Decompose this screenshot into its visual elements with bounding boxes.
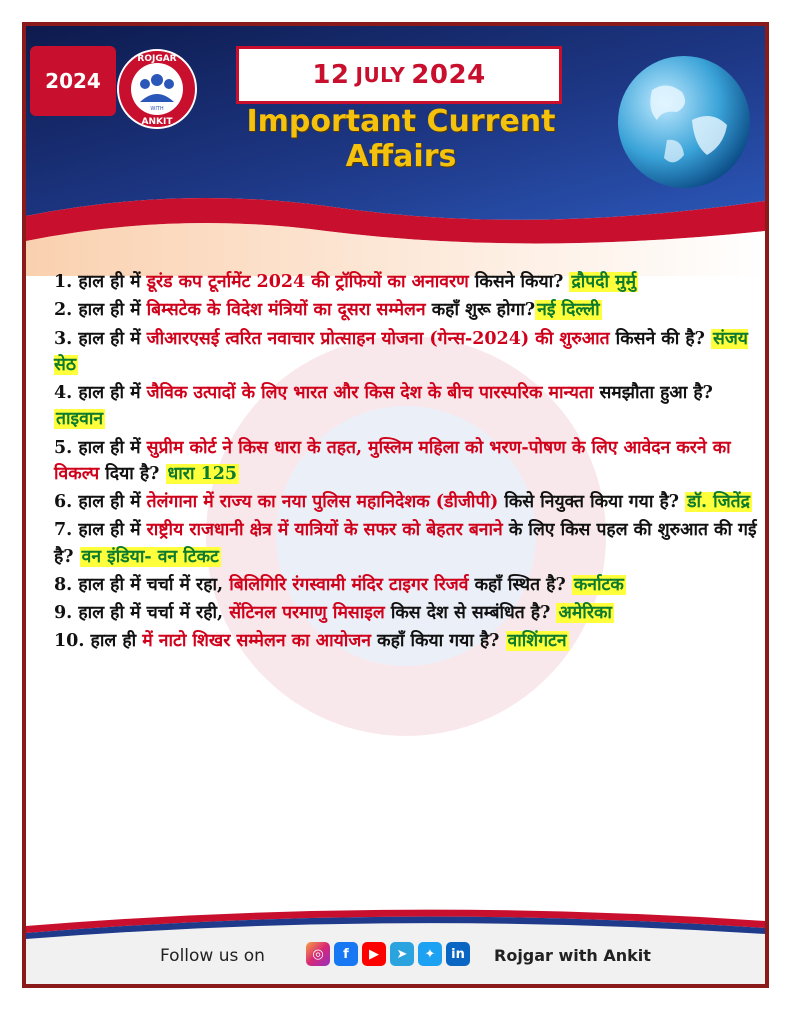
date-day: 12 (312, 60, 350, 90)
date-box (236, 46, 562, 104)
logo-top-text: ROJGAR (137, 54, 177, 64)
question-number: 2. (54, 300, 79, 321)
answer-text: द्रौपदी मुर्मु (571, 272, 637, 292)
answer-text: वाशिंगटन (507, 631, 567, 652)
question-suffix: समझौता हुआ है? (593, 383, 713, 403)
question-item (54, 572, 758, 598)
facebook-icon[interactable]: f (334, 942, 358, 966)
question-number: 8. (54, 574, 79, 595)
question-prefix: हाल ही में (78, 520, 147, 541)
question-item (54, 628, 758, 654)
questions-list (54, 269, 758, 657)
answer-text: धारा 125 (167, 463, 238, 484)
question-item (54, 489, 758, 515)
question-highlight: बिलिगिरि रंगस्वामी मंदिर टाइगर रिजर्व (229, 574, 469, 595)
rojgar-logo-icon (116, 48, 198, 130)
question-suffix: के लिए किस पहल की शुरुआत की गई है? (54, 520, 757, 567)
instagram-icon[interactable]: ◎ (306, 942, 330, 966)
question-prefix: हाल ही में (78, 492, 147, 512)
telegram-icon[interactable]: ➤ (390, 942, 414, 966)
logo-middle-text: WITH (150, 106, 164, 112)
question-prefix: हाल ही में चर्चा में रहा, (78, 574, 230, 595)
logo-bottom-text: ANKIT (141, 117, 173, 127)
question-highlight: सुप्रीम कोर्ट ने किस धारा के तहत, मुस्लिम महिला को भरण-पोषण के लिए आवेदन करने का विकल्प (54, 437, 731, 484)
question-item (54, 297, 758, 323)
question-suffix: कहाँ शुरू होगा? (425, 300, 536, 321)
question-highlight: जैविक उत्पादों के लिए भारत और किस देश के बीच पारस्परिक मान्यता (146, 383, 594, 403)
question-prefix: हाल ही (90, 631, 143, 652)
question-item (54, 380, 758, 433)
question-highlight: बिम्सटेक के विदेश मंत्रियों का दूसरा सम्मेलन (146, 300, 426, 321)
question-item (54, 517, 758, 570)
twitter-icon[interactable]: ✦ (418, 942, 442, 966)
year-badge: 2024 (30, 46, 116, 116)
youtube-icon[interactable]: ▶ (362, 942, 386, 966)
question-number: 10. (54, 631, 91, 652)
question-prefix: हाल ही में (78, 272, 147, 292)
question-prefix: हाल ही में (78, 300, 147, 321)
question-suffix: किस देश से सम्बंधित है? (384, 603, 557, 623)
question-number: 4. (54, 383, 79, 403)
question-number: 5. (54, 437, 79, 458)
question-number: 6. (54, 492, 79, 512)
brand-name: Rojgar with Ankit (494, 946, 651, 965)
question-number: 7. (54, 520, 79, 541)
page-subtitle: Important Current Affairs (246, 104, 556, 174)
question-highlight: डूरंड कप टूर्नामेंट 2024 की ट्रॉफियों का अनावरण (146, 272, 469, 292)
question-item (54, 600, 758, 626)
poster-frame (22, 22, 769, 988)
footer-bar (26, 906, 765, 988)
question-highlight: राष्ट्रीय राजधानी क्षेत्र में यात्रियों के सफर को बेहतर बनाने (146, 520, 503, 541)
question-highlight: जीआरएसई त्वरित नवाचार प्रोत्साहन योजना (गेन्स-2024) की शुरुआत (146, 328, 610, 349)
question-suffix: किसे नियुक्त किया गया है? (498, 492, 686, 512)
question-number: 9. (54, 603, 79, 623)
answer-text: संजय सेठ (54, 328, 748, 375)
linkedin-icon[interactable]: in (446, 942, 470, 966)
question-prefix: हाल ही में चर्चा में रही, (78, 603, 230, 623)
question-suffix: किसने किया? (468, 272, 570, 292)
header-banner (26, 26, 765, 276)
question-prefix: हाल ही में (78, 328, 147, 349)
question-prefix: हाल ही में (78, 437, 147, 458)
social-icons (306, 942, 470, 966)
question-suffix: कहाँ स्थित है? (468, 574, 572, 595)
question-suffix: कहाँ किया गया है? (371, 631, 506, 652)
question-item (54, 435, 758, 488)
question-suffix: किसने की है? (609, 328, 711, 349)
question-prefix: हाल ही में (78, 383, 147, 403)
answer-text: कर्नाटक (573, 574, 624, 595)
question-item (54, 326, 758, 379)
question-highlight: तेलंगाना में राज्य का नया पुलिस महानिदेशक (डीजीपी) (146, 492, 499, 512)
question-item (54, 269, 758, 295)
question-highlight: सेंटिनल परमाणु मिसाइल (229, 603, 385, 623)
answer-text: ताइवान (56, 409, 104, 430)
question-suffix: दिया है? (99, 463, 166, 484)
answer-text: वन इंडिया- वन टिकट (81, 546, 219, 567)
follow-label: Follow us on (160, 946, 265, 966)
date-month: JULY (355, 63, 406, 87)
question-number: 3. (54, 328, 79, 349)
question-highlight: में नाटो शिखर सम्मेलन का आयोजन (142, 631, 372, 652)
answer-text: अमेरिका (558, 603, 612, 623)
answer-text: डॉ. जितेंद्र (687, 492, 750, 512)
answer-text: नई दिल्ली (537, 300, 600, 321)
date-year: 2024 (411, 60, 486, 90)
question-number: 1. (54, 272, 79, 292)
globe-icon (612, 50, 757, 195)
